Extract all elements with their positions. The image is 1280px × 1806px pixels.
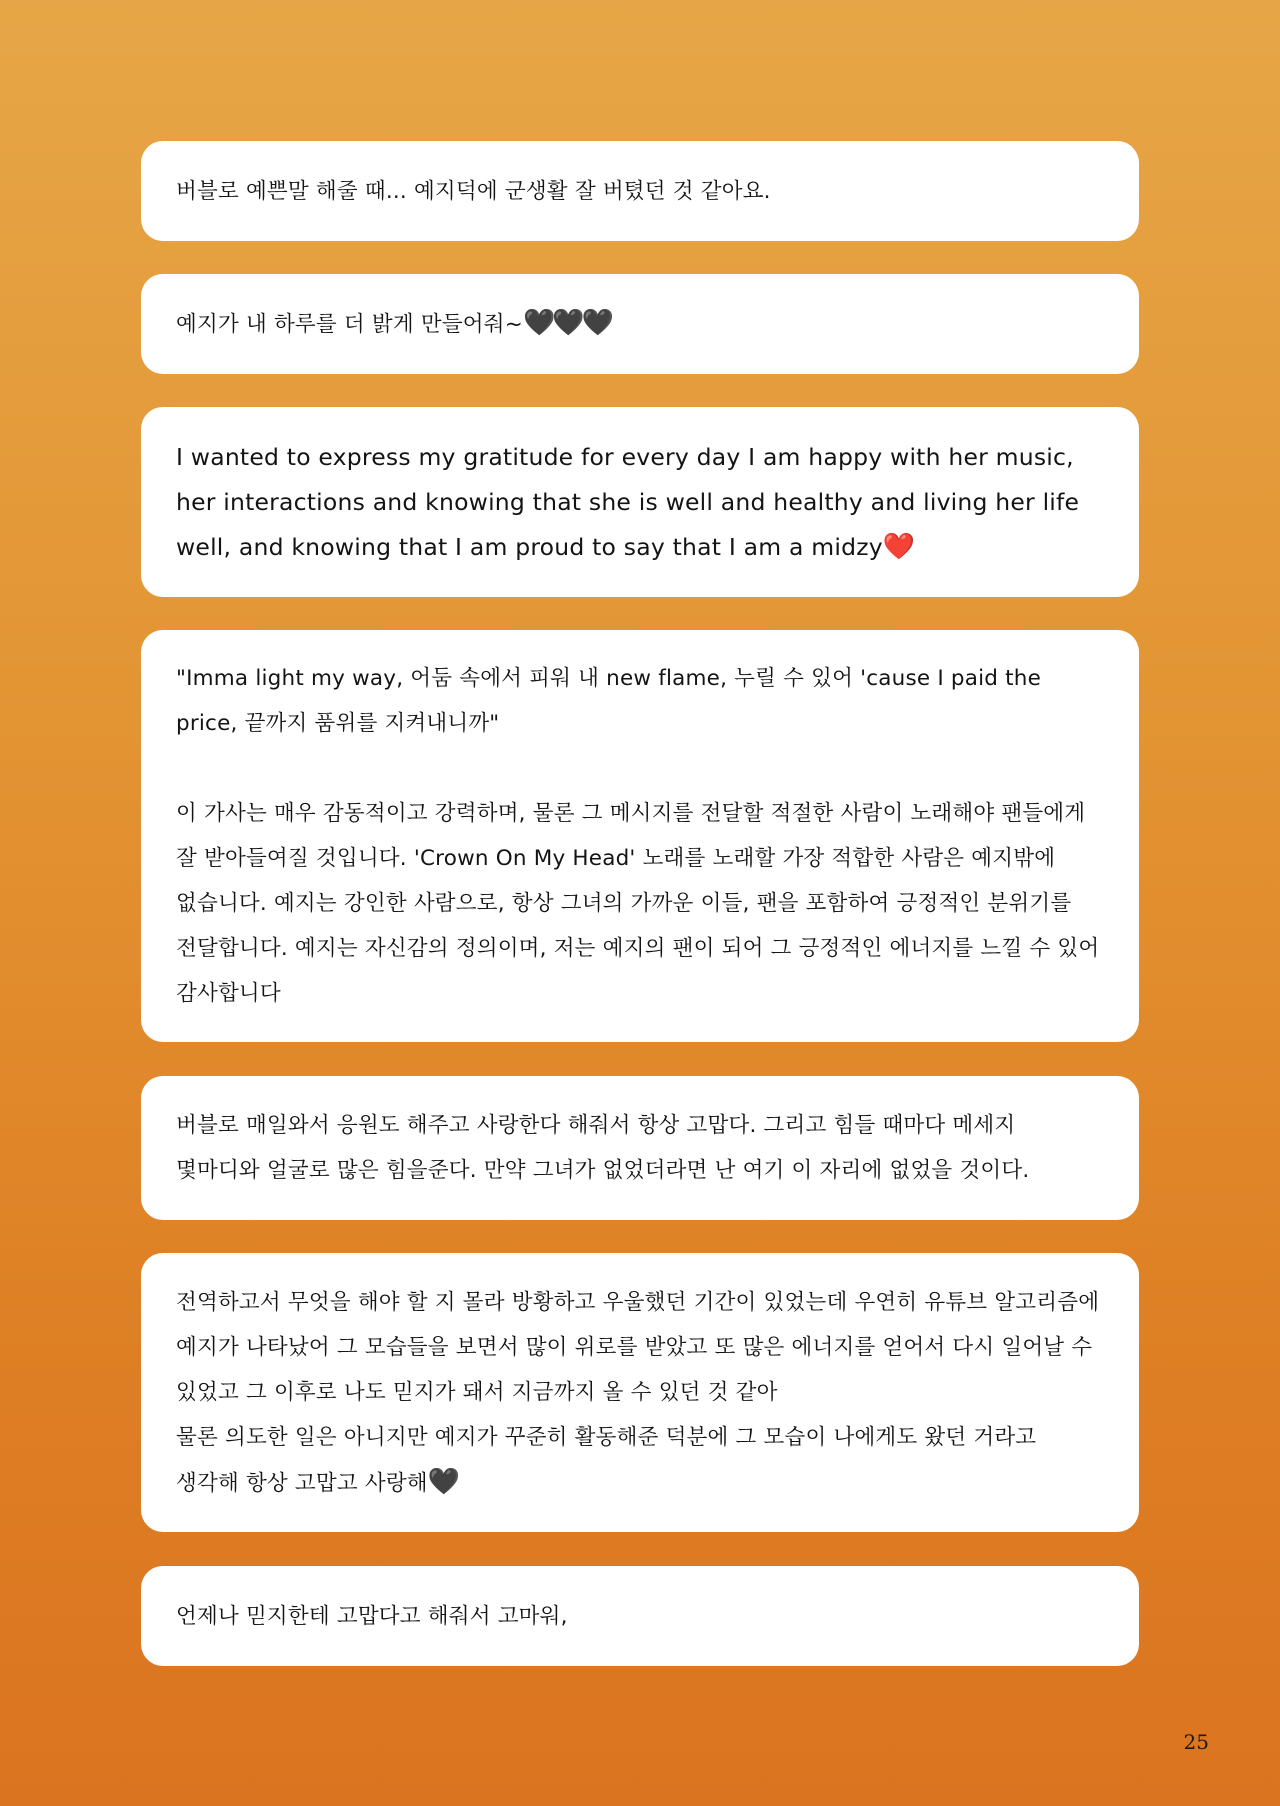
message-text-7: 언제나 믿지한테 고맙다고 해줘서 고마워, [176, 1603, 568, 1629]
black-heart-emoji: 🖤 [427, 1466, 458, 1497]
message-text-5: 버블로 매일와서 응원도 해주고 사랑한다 해줘서 항상 고맙다. 그리고 힘들 때마다 메세지 몇마디와 얼굴로 많은 힘을준다. 만약 그녀가 없었더라면 난 여기 이 자리에 없었을 것이다. [176, 1113, 1030, 1183]
message-text-4 [176, 656, 1103, 1016]
message-text-4-body: 이 가사는 매우 감동적이고 강력하며, 물론 그 메시지를 전달할 적절한 사람이 노래해야 팬들에게 잘 받아들여질 것입니다. 'Crown On My Head' 노래를 노래할 가장 적합한 사람은 예지밖에 없습니다. 예지는 강인한 사람으로, 항상 그녀의 가까운 이들, 팬을 포함하여 긍정적인 분위기를 전달합니다. 예지는 자신감의 정의이며, 저는 예지의 팬이 되어 그 긍정적인 에너지를 느낄 수 있어 감사합니다 [176, 801, 1100, 1006]
message-card-4 [141, 630, 1139, 1042]
message-card-3 [141, 407, 1139, 597]
message-card-1 [141, 141, 1139, 241]
message-card-5 [141, 1076, 1139, 1220]
message-text-3-body: I wanted to express my gratitude for every day I am happy with her music, her interactions and knowing that she is well and healthy and living her life well, and knowing that I am proud to say that I am a midzy [176, 442, 1080, 561]
message-text-6 [176, 1280, 1103, 1506]
red-heart-emoji: ❤️ [882, 531, 916, 562]
message-text-2 [176, 301, 1103, 347]
message-card-7 [141, 1566, 1139, 1666]
message-text-6-body2: 물론 의도한 일은 아니지만 예지가 꾸준히 활동해준 덕분에 그 모습이 나에게도 왔던 거라고 생각해 항상 고맙고 사랑해 [176, 1424, 1037, 1496]
black-heart-emoji: 🖤🖤🖤 [522, 308, 612, 338]
message-card-2 [141, 274, 1139, 374]
message-text-1: 버블로 예쁜말 해줄 때... 예지덕에 군생활 잘 버텼던 것 같아요. [176, 178, 771, 204]
message-text-6-body: 전역하고서 무엇을 해야 할 지 몰라 방황하고 우울했던 기간이 있었는데 우연히 유튜브 알고리즘에 예지가 나타났어 그 모습들을 보면서 많이 위로를 받았고 또 많은 에너지를 얻어서 다시 일어날 수 있었고 그 이후로 나도 믿지가 돼서 지금까지 올 수 있던 것 같아 [176, 1289, 1100, 1405]
message-text-3 [176, 435, 1103, 570]
lyric-quote: "Imma light my way, 어둠 속에서 피워 내 new flame, 누릴 수 있어 'cause I paid the price, 끝까지 품위를 지켜내니까" [176, 666, 1042, 736]
paragraph-gap [176, 746, 1103, 791]
message-text-2-body: 예지가 내 하루를 더 밝게 만들어줘~ [176, 312, 523, 337]
message-card-6 [141, 1253, 1139, 1532]
message-text-6-line2 [176, 1415, 1103, 1506]
page-number: 25 [1183, 1730, 1209, 1754]
